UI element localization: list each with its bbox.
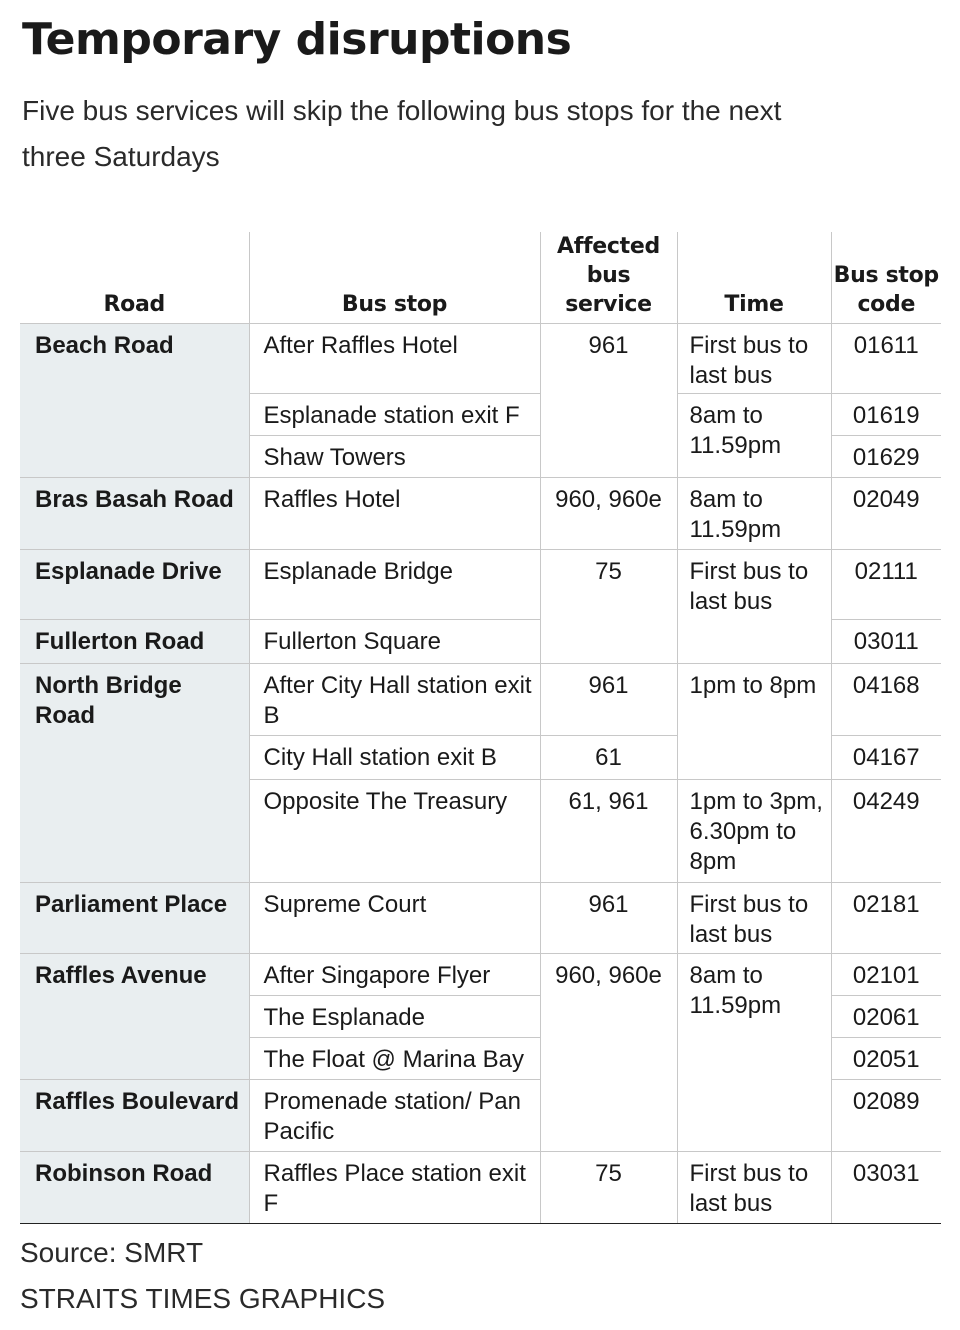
service-cell: 961 <box>540 664 677 736</box>
bus-stop-cell: Shaw Towers <box>249 436 540 478</box>
code-cell: 04167 <box>831 736 941 780</box>
table-row <box>20 883 941 954</box>
time-cell: First bus to last bus <box>677 1152 831 1224</box>
bus-stop-cell: Raffles Hotel <box>249 478 540 550</box>
code-cell: 02181 <box>831 883 941 954</box>
bus-stop-cell: Supreme Court <box>249 883 540 954</box>
bus-stop-cell: The Float @ Marina Bay <box>249 1038 540 1080</box>
code-cell: 04249 <box>831 780 941 883</box>
table-row <box>20 550 941 620</box>
service-cell: 75 <box>540 550 677 664</box>
time-cell: 1pm to 8pm <box>677 664 831 780</box>
bus-stop-cell: After Singapore Flyer <box>249 954 540 996</box>
road-cell: Parliament Place <box>20 883 249 954</box>
code-cell: 03031 <box>831 1152 941 1224</box>
bus-stop-cell: City Hall station exit B <box>249 736 540 780</box>
code-cell: 02101 <box>831 954 941 996</box>
road-cell: North Bridge Road <box>20 664 249 883</box>
code-cell: 02061 <box>831 996 941 1038</box>
bus-stop-cell: Promenade station/ Pan Pacific <box>249 1080 540 1152</box>
code-cell: 02111 <box>831 550 941 620</box>
bus-stop-cell: Esplanade Bridge <box>249 550 540 620</box>
service-cell: 960, 960e <box>540 954 677 1152</box>
source-text: Source: SMRT <box>20 1237 204 1268</box>
disruptions-table <box>20 232 941 1224</box>
code-cell: 01611 <box>831 324 941 394</box>
bus-stop-cell: The Esplanade <box>249 996 540 1038</box>
road-cell: Robinson Road <box>20 1152 249 1224</box>
header-bus-stop-code: Bus stop code <box>831 232 941 324</box>
bus-stop-cell: Raffles Place station exit F <box>249 1152 540 1224</box>
road-cell: Bras Basah Road <box>20 478 249 550</box>
bus-stop-cell: Opposite The Treasury <box>249 780 540 883</box>
credit-text: STRAITS TIMES GRAPHICS <box>20 1283 386 1314</box>
time-cell: 8am to 11.59pm <box>677 478 831 550</box>
time-cell: First bus to last bus <box>677 324 831 394</box>
code-cell: 02051 <box>831 1038 941 1080</box>
road-cell: Beach Road <box>20 324 249 478</box>
service-cell: 961 <box>540 883 677 954</box>
bus-stop-cell: After City Hall station exit B <box>249 664 540 736</box>
code-cell: 02089 <box>831 1080 941 1152</box>
road-cell: Esplanade Drive <box>20 550 249 620</box>
header-affected-bus-service: Affected bus service <box>540 232 677 324</box>
subtitle: Five bus services will skip the following bus stops for the next three Saturdays <box>22 95 782 172</box>
service-cell: 960, 960e <box>540 478 677 550</box>
bus-stop-cell: Esplanade station exit F <box>249 394 540 436</box>
time-cell: 1pm to 3pm, 6.30pm to 8pm <box>677 780 831 883</box>
code-cell: 01629 <box>831 436 941 478</box>
service-cell: 61, 961 <box>540 780 677 883</box>
page-title: Temporary disruptions <box>22 14 572 65</box>
code-cell: 03011 <box>831 620 941 664</box>
table-row <box>20 954 941 996</box>
time-cell: 8am to 11.59pm <box>677 394 831 478</box>
table-row <box>20 664 941 736</box>
road-cell: Raffles Avenue <box>20 954 249 1080</box>
table-row <box>20 1152 941 1224</box>
time-cell: 8am to 11.59pm <box>677 954 831 1152</box>
header-time: Time <box>677 232 831 324</box>
road-cell: Raffles Boulevard <box>20 1080 249 1152</box>
table-row <box>20 478 941 550</box>
header-road: Road <box>103 292 165 317</box>
road-cell: Fullerton Road <box>20 620 249 664</box>
time-cell: First bus to last bus <box>677 883 831 954</box>
service-cell: 75 <box>540 1152 677 1224</box>
header-bus-stop: Bus stop <box>249 232 540 324</box>
bus-stop-cell: Fullerton Square <box>249 620 540 664</box>
code-cell: 04168 <box>831 664 941 736</box>
time-cell: First bus to last bus <box>677 550 831 664</box>
table-row <box>20 324 941 394</box>
bus-stop-cell: After Raffles Hotel <box>249 324 540 394</box>
service-cell: 961 <box>540 324 677 478</box>
code-cell: 01619 <box>831 394 941 436</box>
code-cell: 02049 <box>831 478 941 550</box>
service-cell: 61 <box>540 736 677 780</box>
source-note <box>20 1230 385 1322</box>
